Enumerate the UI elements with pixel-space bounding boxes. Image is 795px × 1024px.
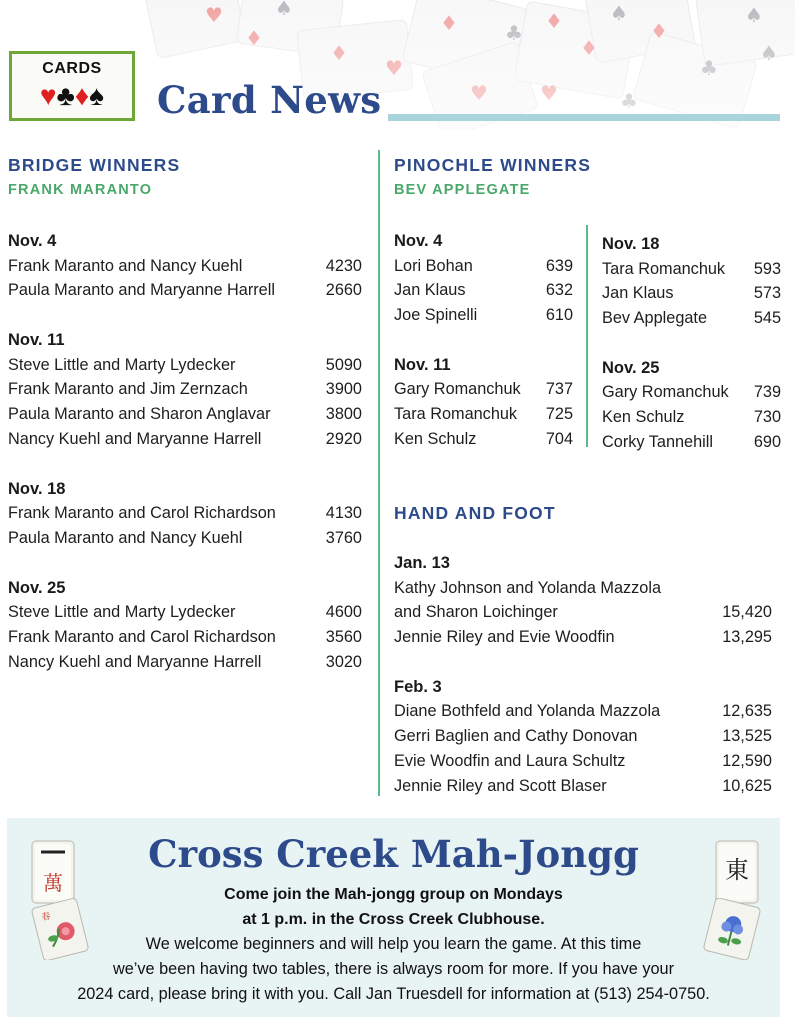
player-name: Ken Schulz (394, 429, 477, 448)
column-divider (378, 150, 380, 796)
player-names: Jennie Riley and Evie Woodfin (394, 628, 615, 647)
result-row (8, 427, 362, 452)
hand-and-foot-heading: HAND AND FOOT (394, 503, 556, 523)
mahjong-character-tile-icon (31, 840, 75, 904)
mahjongg-body-line1: We welcome beginners and will help you learn the game. At this time (145, 935, 642, 953)
mahjongg-body-line2: we’ve been having two tables, there is always room for more. If you have your (112, 960, 675, 978)
result-date: Nov. 11 (394, 355, 451, 374)
header (0, 0, 795, 130)
heart-icon: ♥ (39, 80, 57, 111)
player-names: Steve Little and Marty Lydecker (8, 355, 236, 374)
result-date: Nov. 11 (8, 331, 65, 350)
player-name: Corky Tannehill (602, 432, 714, 451)
mahjongg-panel (7, 818, 780, 1017)
score: 690 (753, 432, 781, 451)
result-group (8, 477, 362, 551)
result-row (394, 625, 772, 650)
result-row (8, 377, 362, 402)
result-date: Feb. 3 (394, 677, 442, 696)
result-row (394, 377, 573, 402)
player-names: Frank Maranto and Nancy Kuehl (8, 256, 243, 275)
result-row (8, 526, 362, 551)
result-group (8, 229, 362, 303)
score: 10,625 (722, 776, 772, 795)
score: 13,525 (722, 727, 772, 746)
player-names: Evie Woodfin and Laura Schultz (394, 751, 626, 770)
result-row (394, 254, 573, 279)
player-name: Tara Romanchuk (602, 259, 726, 278)
result-row (602, 380, 781, 405)
player-name: Lori Bohan (394, 256, 473, 275)
player-name: Jan Klaus (602, 284, 674, 303)
result-group (602, 356, 781, 455)
spade-icon: ♠ (89, 80, 105, 111)
result-date: Nov. 25 (602, 358, 660, 377)
club-icon: ♣ (56, 80, 75, 111)
result-row (8, 254, 362, 279)
player-names: Diane Bothfeld and Yolanda Mazzola (394, 702, 661, 721)
bridge-heading: BRIDGE WINNERS (8, 155, 181, 175)
player-names: and Sharon Loichinger (394, 603, 558, 622)
score: 2920 (325, 429, 362, 448)
score: 4230 (325, 256, 362, 275)
result-group (394, 675, 772, 799)
score: 4600 (325, 603, 362, 622)
score: 739 (753, 383, 781, 402)
pinochle-results-right (602, 232, 781, 455)
mahjong-wind-tile-icon (715, 840, 759, 904)
hand-and-foot-results (394, 551, 772, 799)
pinochle-divider (586, 225, 588, 447)
score: 12,635 (722, 702, 772, 721)
player-names: Frank Maranto and Jim Zernzach (8, 380, 248, 399)
player-names: Paula Maranto and Sharon Anglavar (8, 405, 271, 424)
score: 13,295 (722, 628, 772, 647)
pinochle-director: BEV APPLEGATE (394, 182, 531, 198)
score: 639 (545, 256, 573, 275)
player-names: Frank Maranto and Carol Richardson (8, 504, 276, 523)
score: 704 (545, 429, 573, 448)
player-name: Joe Spinelli (394, 306, 478, 325)
result-row (394, 724, 772, 749)
score: 5090 (325, 355, 362, 374)
diamond-icon: ♦ (74, 80, 90, 111)
result-row (602, 405, 781, 430)
result-row (602, 430, 781, 455)
result-row (394, 774, 772, 799)
result-row (8, 625, 362, 650)
result-row (8, 650, 362, 675)
score: 545 (753, 309, 781, 328)
player-name: Jan Klaus (394, 281, 466, 300)
pinochle-heading: PINOCHLE WINNERS (394, 155, 592, 175)
bridge-results (8, 229, 362, 675)
player-names: Paula Maranto and Nancy Kuehl (8, 529, 243, 548)
result-group (394, 229, 573, 328)
svg-text:東: 東 (725, 856, 749, 884)
mahjong-flower-tile-icon (699, 898, 765, 960)
mahjongg-schedule-line2: at 1 p.m. in the Cross Creek Clubhouse. (242, 911, 545, 928)
score: 12,590 (722, 751, 772, 770)
player-names: Paula Maranto and Maryanne Harrell (8, 281, 275, 300)
result-row (394, 303, 573, 328)
result-row (8, 402, 362, 427)
score: 15,420 (722, 603, 772, 622)
score: 737 (545, 380, 573, 399)
score: 730 (753, 408, 781, 427)
result-row (8, 501, 362, 526)
result-row (8, 600, 362, 625)
player-name: Gary Romanchuk (602, 383, 729, 402)
result-date: Nov. 4 (394, 232, 443, 250)
result-row (602, 257, 781, 282)
player-name: Ken Schulz (602, 408, 685, 427)
score: 4130 (325, 504, 362, 523)
result-date: Jan. 13 (394, 554, 450, 572)
player-names: Nancy Kuehl and Maryanne Harrell (8, 429, 262, 448)
score: 3020 (325, 652, 362, 671)
mahjongg-schedule-line1: Come join the Mah-jongg group on Mondays (224, 886, 563, 903)
score: 725 (545, 405, 573, 424)
result-row (602, 306, 781, 331)
score: 3560 (325, 628, 362, 647)
mahjongg-title: Cross Creek Mah-Jongg (148, 832, 639, 876)
score: 2660 (325, 281, 362, 300)
result-date: Nov. 4 (8, 232, 57, 250)
player-names: Frank Maranto and Carol Richardson (8, 628, 276, 647)
svg-text:春: 春 (40, 911, 52, 924)
score: 632 (545, 281, 573, 300)
mahjong-flower-tile-icon (29, 898, 95, 960)
result-row (394, 749, 772, 774)
result-date: Nov. 25 (8, 578, 66, 597)
score: 610 (545, 306, 573, 325)
result-row (394, 278, 573, 303)
score: 593 (753, 259, 781, 278)
result-group (8, 328, 362, 452)
result-row (394, 427, 573, 452)
result-row (394, 402, 573, 427)
score: 3900 (325, 380, 362, 399)
result-group (394, 353, 573, 452)
player-names: Nancy Kuehl and Maryanne Harrell (8, 652, 262, 671)
svg-text:萬: 萬 (43, 871, 63, 895)
mahjongg-body-line3: 2024 card, please bring it with you. Call Jan Truesdell for information at (513) 254-0750. (77, 985, 710, 1003)
result-date: Nov. 18 (8, 479, 66, 498)
result-row (394, 576, 772, 601)
result-group (394, 551, 772, 650)
score: 573 (753, 284, 781, 303)
result-row (394, 699, 772, 724)
player-names: Kathy Johnson and Yolanda Mazzola (394, 578, 662, 597)
player-name: Bev Applegate (602, 309, 708, 328)
result-row (8, 278, 362, 303)
title-rule (388, 114, 780, 121)
result-row (394, 600, 772, 625)
logo-suits (12, 81, 132, 111)
bridge-director: FRANK MARANTO (8, 182, 153, 198)
cards-logo (9, 51, 135, 121)
result-group (8, 576, 362, 675)
result-date: Nov. 18 (602, 235, 660, 253)
result-row (8, 353, 362, 378)
score: 3760 (325, 529, 362, 548)
pinochle-results-left (394, 229, 573, 452)
logo-text: CARDS (42, 60, 102, 77)
player-names: Jennie Riley and Scott Blaser (394, 776, 607, 795)
player-names: Steve Little and Marty Lydecker (8, 603, 236, 622)
player-names: Gerri Baglien and Cathy Donovan (394, 727, 638, 746)
page-title: Card News (157, 78, 382, 122)
score: 3800 (325, 405, 362, 424)
result-group (602, 232, 781, 331)
result-row (602, 281, 781, 306)
player-name: Gary Romanchuk (394, 380, 521, 399)
player-name: Tara Romanchuk (394, 405, 518, 424)
